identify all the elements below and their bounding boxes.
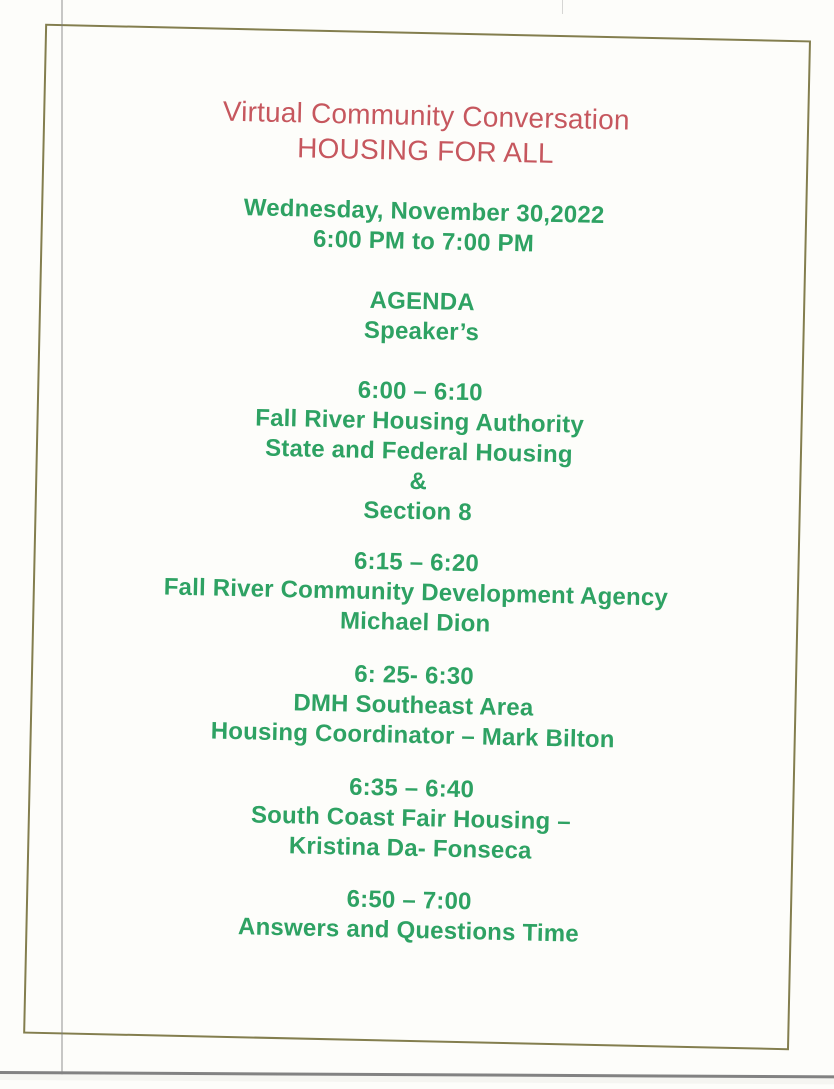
session-time: 6: 25- 6:30: [353, 660, 475, 691]
agenda-subheading: Speaker’s: [363, 316, 480, 347]
agenda-heading: AGENDA: [369, 286, 476, 317]
session-detail: Fall River Community Development Agency: [163, 573, 669, 612]
session-time: 6:00 – 6:10: [357, 376, 484, 407]
session-time: 6:35 – 6:40: [348, 773, 475, 804]
event-title: Virtual Community Conversation: [222, 95, 631, 136]
session-detail: Section 8: [363, 496, 473, 527]
session-detail: Answers and Questions Time: [237, 913, 580, 948]
scan-artifact-short-line: [562, 0, 563, 14]
agenda-session-1: [0, 368, 834, 536]
session-detail: &: [409, 467, 428, 496]
session-detail: Kristina Da- Fonseca: [288, 832, 532, 865]
event-time-range: 6:00 PM to 7:00 PM: [312, 225, 535, 258]
session-time: 6:15 – 6:20: [353, 547, 480, 578]
agenda-session-2: [0, 539, 834, 647]
event-subtitle: HOUSING FOR ALL: [296, 132, 555, 169]
event-date: Wednesday, November 30,2022: [243, 194, 605, 230]
scan-artifact-vertical-line: [61, 0, 63, 1080]
session-detail: Fall River Housing Authority: [254, 404, 585, 439]
session-time: 6:50 – 7:00: [346, 885, 472, 916]
session-detail: Michael Dion: [339, 607, 491, 638]
session-detail: South Coast Fair Housing –: [250, 801, 572, 836]
session-detail: Housing Coordinator – Mark Bilton: [210, 717, 615, 754]
agenda-session-3: [0, 652, 831, 760]
agenda-session-4: [0, 765, 829, 873]
session-detail: State and Federal Housing: [264, 434, 574, 469]
session-detail: DMH Southeast Area: [293, 689, 534, 722]
